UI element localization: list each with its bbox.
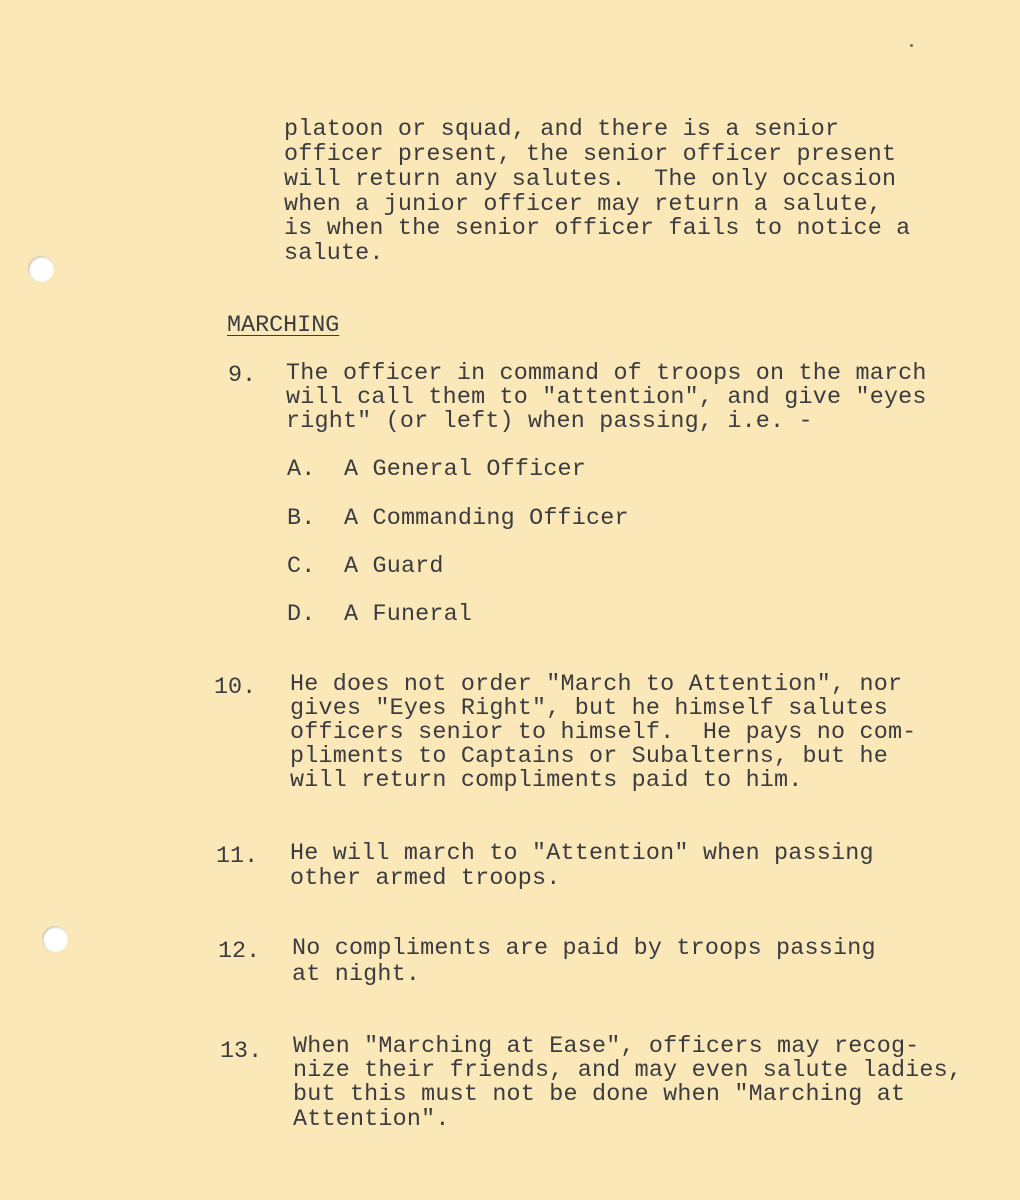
text-line: Attention". bbox=[293, 1107, 450, 1133]
list-item: A General Officer bbox=[344, 457, 587, 483]
text-line: is when the senior officer fails to notice a bbox=[284, 216, 911, 242]
paragraph-number: 11. bbox=[216, 844, 259, 870]
text-line: at night. bbox=[292, 962, 421, 988]
paragraph-number: 13. bbox=[220, 1039, 263, 1065]
list-item-letter: C. bbox=[287, 554, 316, 580]
text-line: will call them to "attention", and give "eyes bbox=[286, 385, 927, 411]
list-item-letter: A. bbox=[287, 457, 316, 483]
text-line: When "Marching at Ease", officers may recog- bbox=[293, 1034, 920, 1060]
text-line: will return compliments paid to him. bbox=[290, 768, 803, 794]
text-line: officer present, the senior officer present bbox=[284, 142, 897, 168]
text-line: other armed troops. bbox=[290, 866, 561, 892]
text-line: The officer in command of troops on the march bbox=[286, 361, 927, 387]
text-line: right" (or left) when passing, i.e. - bbox=[286, 409, 813, 435]
list-item-letter: B. bbox=[287, 506, 316, 532]
paragraph-number: 10. bbox=[214, 675, 257, 701]
text-line: gives "Eyes Right", but he himself salutes bbox=[290, 696, 888, 722]
text-line: He does not order "March to Attention", nor bbox=[290, 672, 903, 698]
text-line: pliments to Captains or Subalterns, but he bbox=[290, 744, 888, 770]
paragraph-number: 9. bbox=[228, 363, 257, 389]
text-line: but this must not be done when "Marching at bbox=[293, 1082, 906, 1108]
text-line: No compliments are paid by troops passing bbox=[292, 936, 876, 962]
text-line: He will march to "Attention" when passing bbox=[290, 841, 874, 867]
punch-hole-bottom bbox=[42, 926, 68, 952]
text-line: platoon or squad, and there is a senior bbox=[284, 117, 840, 143]
paper-speck bbox=[910, 44, 913, 47]
text-line: when a junior officer may return a salute, bbox=[284, 192, 882, 218]
list-item: A Guard bbox=[344, 554, 444, 580]
text-line: nize their friends, and may even salute ladies, bbox=[293, 1058, 963, 1084]
punch-hole-top bbox=[28, 256, 54, 282]
section-heading: MARCHING bbox=[227, 313, 340, 339]
text-line: salute. bbox=[284, 241, 384, 267]
list-item: A Commanding Officer bbox=[344, 506, 629, 532]
text-line: will return any salutes. The only occasion bbox=[284, 167, 897, 193]
paragraph-number: 12. bbox=[218, 939, 261, 965]
list-item: A Funeral bbox=[344, 602, 473, 628]
text-line: officers senior to himself. He pays no com- bbox=[290, 720, 917, 746]
list-item-letter: D. bbox=[287, 602, 316, 628]
